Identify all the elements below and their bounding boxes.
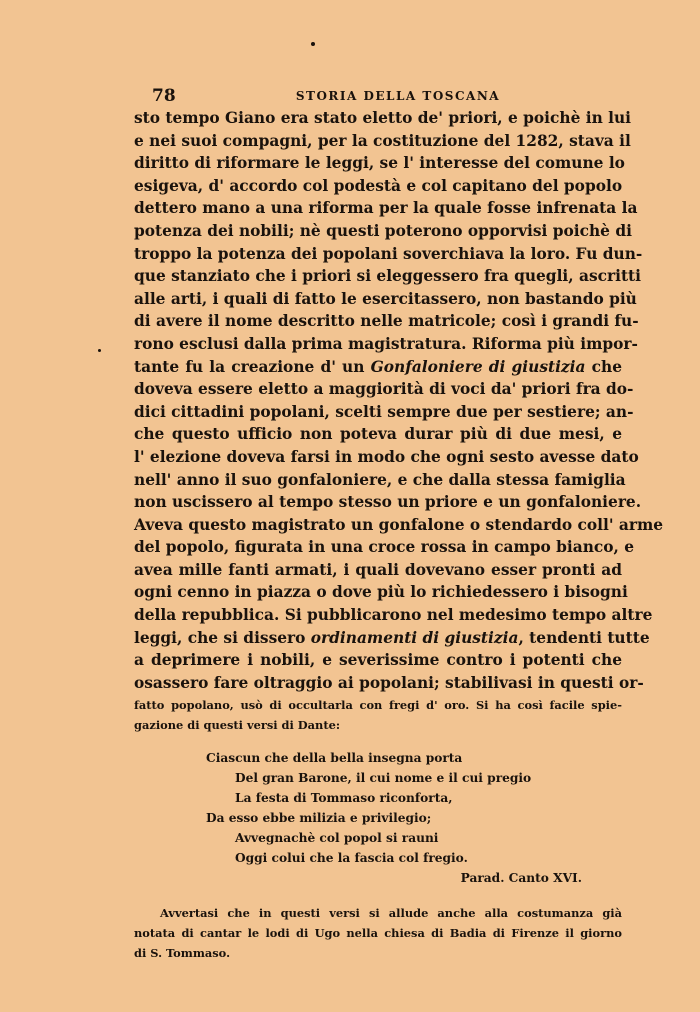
page-header bbox=[134, 86, 622, 108]
body-line: avea mille fanti armati, i quali dovevano esser pronti ad bbox=[134, 560, 622, 579]
body-line: que stanziato che i priori si eleggessero fra quegli, ascritti bbox=[134, 267, 642, 286]
footnote-line: fatto popolano, usò di occultarla con fregi d' oro. Si ha così facile spie- bbox=[134, 698, 622, 712]
body-line-text: che bbox=[585, 357, 622, 376]
verse-line: Del gran Barone, il cui nome e il cui pregio bbox=[235, 771, 532, 785]
page-number: 78 bbox=[152, 86, 176, 106]
body-line: non uscissero al tempo stesso un priore e un gonfaloniere. bbox=[134, 493, 642, 512]
ink-speck bbox=[311, 42, 315, 46]
body-line: sto tempo Giano era stato eletto de' priori, e poichè in lui bbox=[134, 109, 632, 127]
footnote-line: gazione di questi versi di Dante: bbox=[134, 718, 341, 732]
body-line: dici cittadini popolani, scelti sempre due per sestiere; an- bbox=[134, 402, 634, 421]
body-line: Aveva questo magistrato un gonfalone o stendardo coll' arme bbox=[134, 515, 664, 534]
body-line: alle arti, i quali di fatto le esercitassero, non bastando più bbox=[134, 289, 637, 308]
footnote bbox=[134, 695, 622, 735]
footnote-note bbox=[134, 903, 622, 963]
body-line: doveva essere eletto a maggiorità di voci da' priori fra do- bbox=[134, 380, 634, 399]
body-text bbox=[134, 107, 664, 694]
body-line-text: tante fu la creazione d' un bbox=[134, 357, 371, 376]
body-line: di avere il nome descritto nelle matricole; così i grandi fu- bbox=[134, 312, 639, 331]
body-line: nell' anno il suo gonfaloniere, e che dalla stessa famiglia bbox=[134, 470, 626, 489]
body-line: troppo la potenza dei popolani soverchiava la loro. Fu dun- bbox=[134, 244, 643, 263]
body-line bbox=[134, 356, 622, 379]
body-line: esigeva, d' accordo col podestà e col capitano del popolo bbox=[134, 176, 623, 195]
body-line: rono esclusi dalla prima magistratura. Riforma più impor- bbox=[134, 334, 638, 353]
body-line: che questo ufficio non poteva durar più di due mesi, e bbox=[134, 425, 622, 444]
body-line: ogni cenno in piazza o dove più lo richiedessero i bisogni bbox=[134, 583, 628, 602]
body-line: del popolo, figurata in una croce rossa in campo bianco, e bbox=[134, 538, 635, 557]
body-line bbox=[134, 627, 650, 650]
verse-line: La festa di Tommaso riconforta, bbox=[235, 791, 453, 805]
body-line: potenza dei nobili; nè questi poterono opporvisi poichè di bbox=[134, 221, 632, 240]
ink-speck bbox=[98, 349, 101, 352]
verse-line: Avvegnachè col popol si rauni bbox=[235, 831, 439, 845]
body-line: dettero mano a una riforma per la quale fosse infrenata la bbox=[134, 199, 638, 218]
running-title: STORIA DELLA TOSCANA bbox=[295, 89, 501, 103]
note-line: di S. Tommaso. bbox=[134, 946, 231, 960]
body-line: a deprimere i nobili, e severissime contro i potenti che bbox=[134, 651, 622, 670]
note-line: notata di cantar le lodi di Ugo nella chiesa di Badia di Firenze il giorno bbox=[134, 926, 622, 940]
body-line-text: , tendenti tutte bbox=[518, 628, 650, 647]
body-line: della repubblica. Si pubblicarono nel medesimo tempo altre bbox=[134, 606, 653, 625]
verse-line: Ciascun che della bella insegna porta bbox=[206, 751, 463, 765]
note-line: Avvertasi che in questi versi si allude anche alla costumanza già bbox=[160, 906, 622, 920]
poem-citation: Parad. Canto XVI. bbox=[460, 871, 582, 885]
body-line: diritto di riformare le leggi, se l' interesse del comune lo bbox=[134, 154, 625, 173]
dante-quotation bbox=[206, 748, 586, 888]
body-line: e nei suoi compagni, per la costituzione del 1282, stava il bbox=[134, 131, 631, 150]
body-line: osassero fare oltraggio ai popolani; stabilivasi in questi or- bbox=[134, 673, 644, 692]
verse-line: Oggi colui che la fascia col fregio. bbox=[235, 851, 468, 865]
body-line-text: leggi, che si dissero bbox=[134, 628, 311, 647]
body-line: l' elezione doveva farsi in modo che ogni sesto avesse dato bbox=[134, 447, 639, 466]
italic-term: ordinamenti di giustizia bbox=[310, 628, 519, 647]
italic-term: Gonfaloniere di giustizia bbox=[370, 357, 586, 376]
verse-line: Da esso ebbe milizia e privilegio; bbox=[206, 811, 432, 825]
